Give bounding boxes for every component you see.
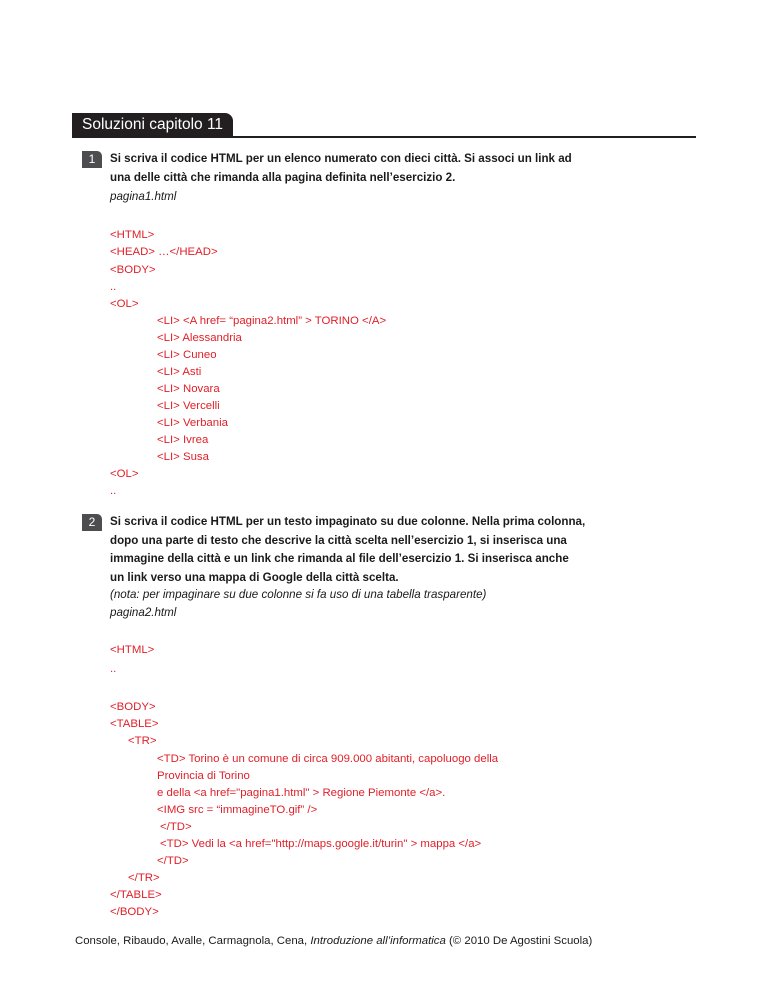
exercise-text-line: dopo una parte di testo che descrive la città scelta nell’esercizio 1, si inserisca una — [110, 533, 567, 547]
code-line: <LI> Susa — [157, 451, 209, 463]
code-line: <LI> Vercelli — [157, 400, 220, 412]
code-line: <BODY> — [110, 264, 156, 276]
exercise-text-line: un link verso una mappa di Google della città scelta. — [110, 570, 399, 584]
code-line: .. — [110, 485, 117, 497]
footer-authors: Console, Ribaudo, Avalle, Carmagnola, Cena, — [75, 935, 311, 947]
code-line: </TD> — [157, 855, 189, 867]
footer-book-title: Introduzione all’informatica — [310, 935, 446, 947]
code-line: <TD> Torino è un comune di circa 909.000 abitanti, capoluogo della — [157, 753, 499, 765]
exercise-1-filename: pagina1.html — [110, 190, 177, 203]
exercise-text-line: immagine della città e un link che rimanda al file dell’esercizio 1. Si inserisca anche — [110, 552, 569, 565]
exercise-text-line: Si scriva il codice HTML per un testo impaginato su due colonne. Nella prima colonna, — [110, 515, 586, 528]
code-line: .. — [110, 281, 117, 293]
chapter-title: Soluzioni capitolo 11 — [72, 113, 233, 137]
code-line: <HTML> — [110, 644, 155, 656]
code-line: .. — [110, 663, 117, 675]
exercise-text-line: Si scriva il codice HTML per un elenco numerato con dieci città. Si associ un link ad — [110, 152, 572, 165]
code-line: <BODY> — [110, 701, 156, 713]
code-line: </BODY> — [110, 906, 159, 918]
code-line: </TD> — [160, 821, 192, 833]
code-line: <OL> — [110, 468, 139, 480]
code-line: <HTML> — [110, 229, 155, 241]
chapter-rule — [72, 136, 696, 138]
code-line: </TR> — [128, 872, 160, 884]
code-line: <HEAD> …</HEAD> — [110, 246, 218, 258]
code-line: e della <a href="pagina1.html" > Regione Piemonte </a>. — [157, 787, 446, 799]
exercise-2-filename: pagina2.html — [110, 606, 177, 619]
exercise-number-badge: 1 — [82, 151, 102, 168]
code-line: <LI> Alessandria — [157, 332, 242, 344]
code-line: <TD> Vedi la <a href="http://maps.google.it/turin" > mappa </a> — [160, 838, 482, 850]
code-line: <TABLE> — [110, 718, 159, 730]
code-line: <IMG src = “immagineTO.gif” /> — [157, 804, 318, 816]
code-line: <LI> Novara — [157, 383, 220, 395]
exercise-2-text — [110, 513, 586, 587]
exercise-text-line: una delle città che rimanda alla pagina definita nell’esercizio 2. — [110, 170, 456, 184]
code-line: <TR> — [128, 735, 157, 747]
code-line: <LI> <A href= “pagina2.html” > TORINO </A> — [157, 315, 387, 327]
exercise-1-text — [110, 150, 572, 187]
code-line: <LI> Asti — [157, 366, 202, 378]
exercise-number-badge: 2 — [82, 514, 102, 531]
code-line: <OL> — [110, 298, 139, 310]
exercise-2-note: (nota: per impaginare su due colonne si fa uso di una tabella trasparente) — [110, 588, 487, 601]
code-line: <LI> Ivrea — [157, 434, 209, 446]
code-line: <LI> Cuneo — [157, 349, 217, 361]
page-footer — [75, 935, 592, 947]
code-line: </TABLE> — [110, 889, 162, 901]
code-line: Provincia di Torino — [157, 770, 250, 782]
code-line: <LI> Verbania — [157, 417, 228, 429]
footer-copyright: (© 2010 De Agostini Scuola) — [445, 935, 593, 947]
